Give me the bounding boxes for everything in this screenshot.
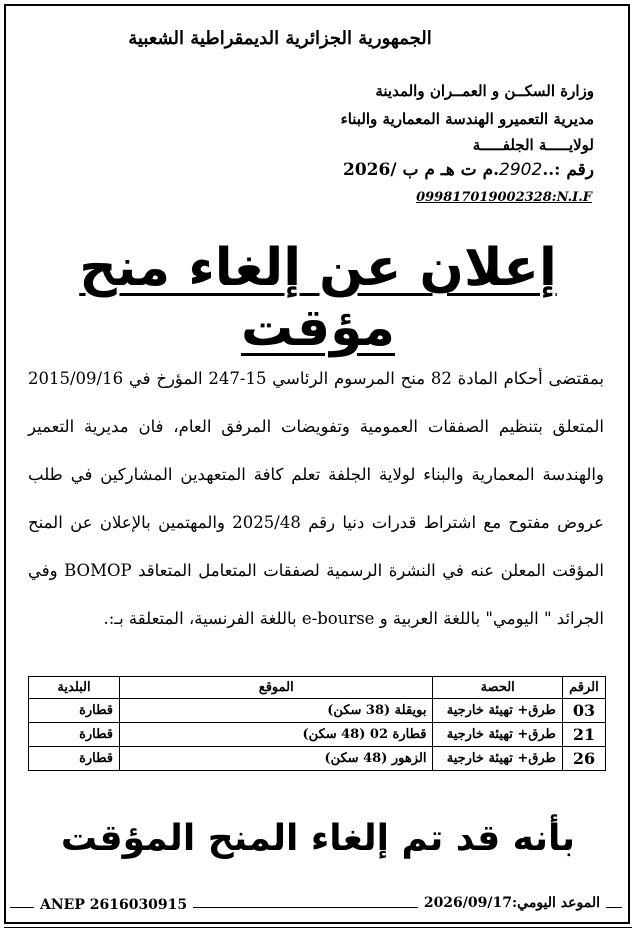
- table-header-row: [29, 677, 606, 699]
- row-municipality: قطارة: [29, 699, 120, 723]
- reference-prefix: رقم :..: [542, 160, 594, 180]
- table-row: [29, 699, 606, 723]
- newspaper-label: الموعد اليومي:: [511, 895, 600, 911]
- header-municipality: البلدية: [29, 677, 120, 699]
- row-lot: طرق+ تهيئة خارجية: [433, 747, 562, 771]
- reference-line: [343, 160, 594, 180]
- row-site: الزهور (48 سكن): [120, 747, 433, 771]
- row-lot: طرق+ تهيئة خارجية: [433, 723, 562, 747]
- row-site: بويقلة (38 سكن): [120, 699, 433, 723]
- row-lot: طرق+ تهيئة خارجية: [433, 699, 562, 723]
- bottom-border: [4, 927, 632, 933]
- anep-number: ANEP 2616030915: [34, 897, 193, 913]
- header-num: الرقم: [562, 677, 605, 699]
- republic-heading: الجمهورية الجزائرية الديمقراطية الشعبية: [128, 28, 432, 49]
- row-municipality: قطارة: [29, 747, 120, 771]
- header-lot: الحصة: [433, 677, 562, 699]
- reference-number: 2902: [499, 160, 543, 180]
- wilaya-line: لولايـــــة الجلفـــــة: [472, 136, 594, 154]
- header-site: الموقع: [120, 677, 433, 699]
- row-num: 26: [562, 747, 605, 771]
- announcement-body: بمقتضى أحكام المادة 82 منح المرسوم الرئاسي 15-247 المؤرخ في 2015/09/16 المتعلق بتنظيم الصفقات العمومية وتفويضات المرفق العام، فان مديرية التعمير والهندسة المعمارية والبناء لولاية الجلفة تعلم كافة المتعهدين المشاركين في طلب عروض مفتوح مع اشتراط قدرات دنيا رقم 2025/48 والمهتمين بالإعلان عن المنح المؤقت المعلن عنه في النشرة الرسمية لصفقات المتعامل المتعاقد BOMOP وفي الجرائد " اليومي" باللغة العربية و e-bourse باللغة الفرنسية، المتعلقة بـ:.: [28, 369, 605, 628]
- row-num: 03: [562, 699, 605, 723]
- conclusion-heading: بأنه قد تم إلغاء المنح المؤقت: [60, 818, 576, 859]
- nif-number: 099817019002328:N.I.F: [416, 190, 592, 205]
- row-num: 21: [562, 723, 605, 747]
- announcement-title: إعلان عن إلغاء منح مؤقت: [79, 238, 557, 358]
- table-row: [29, 747, 606, 771]
- row-site: قطارة 02 (48 سكن): [120, 723, 433, 747]
- directorate-line: مديرية التعميرو الهندسة المعمارية والبناء: [340, 110, 594, 128]
- footer-newspaper-date: [418, 895, 606, 911]
- lots-table: [28, 676, 606, 771]
- reference-suffix: .م ت هـ م ب /2026: [342, 160, 500, 180]
- publication-date: 2026/09/17: [423, 895, 512, 911]
- ministry-line: وزارة السكــن و العمــران والمدينة: [375, 82, 594, 100]
- table-row: [29, 723, 606, 747]
- row-municipality: قطارة: [29, 723, 120, 747]
